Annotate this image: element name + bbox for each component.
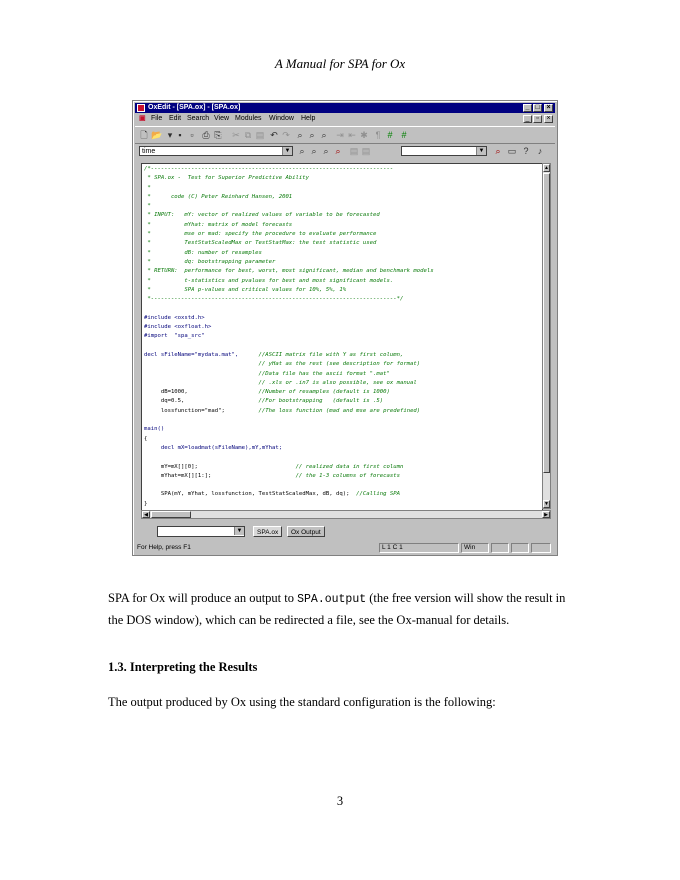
code-line[interactable]: * RETURN: performance for best, worst, most significant, median and benchmark models	[144, 268, 434, 275]
code-line[interactable]: * dq: bootstrapping parameter	[144, 258, 276, 265]
code-line[interactable]: dB=1000, //Number of resamples (default is 1000)	[144, 389, 390, 396]
code-line[interactable]: #include <oxfloat.h>	[144, 324, 212, 331]
code-line[interactable]: decl sFileName="mydata.mat", //ASCII matrix file with Y as first column,	[144, 351, 404, 358]
paste-icon[interactable]: ▤	[255, 130, 265, 140]
status-cell-1	[491, 543, 509, 553]
search-toolbar	[135, 144, 555, 158]
menu-modules[interactable]: Modules	[235, 115, 262, 122]
code-line[interactable]: #import "spa_src"	[144, 333, 205, 340]
code-line[interactable]: decl mX=loadmat(sFileName),mY,mYhat;	[144, 444, 283, 451]
code-line[interactable]: mYhat=mX[][1:]; // the 1-3 columns of forecasts	[144, 472, 400, 479]
scroll-left-icon[interactable]: ◀	[142, 511, 150, 518]
mdi-minimize-button[interactable]: _	[523, 115, 532, 123]
code-line[interactable]: mY=mX[][0]; // realized data in first column	[144, 463, 404, 470]
vertical-scrollbar[interactable]	[542, 163, 551, 509]
code-line[interactable]	[144, 453, 434, 462]
function-combo[interactable]	[401, 146, 487, 156]
cut-icon[interactable]: ✂	[232, 130, 240, 140]
menu-search[interactable]: Search	[187, 115, 210, 122]
section-heading: 1.3. Interpreting the Results	[108, 660, 258, 674]
search-combo-dropdown-icon[interactable]: ▼	[282, 147, 292, 155]
print-icon[interactable]: ⎙	[202, 130, 210, 140]
output-filename: SPA.output	[297, 593, 367, 606]
code-line[interactable]: lossfunction="mad"; //The loss function (mad and mse are predefined)	[144, 407, 421, 414]
horizontal-scroll-thumb[interactable]	[151, 511, 191, 518]
code-line[interactable]: * code (C) Peter Reinhard Hansen, 2001	[144, 193, 293, 200]
code-line[interactable]: *	[144, 203, 151, 210]
redo-icon[interactable]: ↷	[282, 130, 290, 140]
find-next-icon[interactable]: ⌕	[309, 130, 315, 140]
status-cell-2	[511, 543, 529, 553]
menu-bar	[135, 114, 555, 124]
code-line[interactable]: {	[144, 435, 148, 442]
code-line[interactable]: }	[144, 500, 148, 507]
comment-icon[interactable]: ¶	[375, 130, 381, 140]
minimize-button[interactable]: _	[523, 104, 532, 112]
search-combo[interactable]	[139, 146, 293, 156]
paragraph-output	[108, 588, 582, 630]
code-line[interactable]: * TestStatScaledMax or TestStatMax: the test statistic used	[144, 240, 377, 247]
status-cell-3	[531, 543, 551, 553]
maximize-button[interactable]: □	[533, 104, 542, 112]
new-file-icon[interactable]: 🗋	[140, 130, 148, 140]
replace-icon[interactable]: ⌕	[321, 130, 327, 140]
status-mode: Win	[461, 543, 489, 553]
document-icon[interactable]: ▣	[139, 115, 146, 122]
code-editor[interactable]	[141, 163, 543, 511]
clipboard-icon[interactable]: ▤	[349, 146, 359, 156]
app-icon	[137, 104, 145, 112]
paragraph-output-post: (the free version will show the result in the DOS window), which can be redirected a file, see the Ox-manual for details.	[108, 591, 566, 627]
window-title: OxEdit - [SPA.ox] - [SPA.ox]	[148, 104, 241, 111]
tab-row	[135, 523, 555, 539]
window-icon[interactable]: ▭	[507, 146, 517, 156]
goto-icon[interactable]: ⌕	[495, 146, 501, 156]
find-word-icon[interactable]: ⌕	[323, 146, 329, 156]
code-line[interactable]: #include <oxstd.h>	[144, 314, 205, 321]
code-line[interactable]	[144, 304, 434, 313]
menu-edit[interactable]: Edit	[169, 115, 182, 122]
paragraph-output-pre: SPA for Ox will produce an output to	[108, 591, 298, 605]
indent-icon[interactable]: ⇥	[336, 130, 344, 140]
close-file-icon[interactable]: ▫	[190, 130, 194, 140]
code-line[interactable]: * dB: number of resamples	[144, 249, 262, 256]
menu-file[interactable]: File	[151, 115, 163, 122]
outdent-icon[interactable]: ⇤	[348, 130, 356, 140]
save-all-icon[interactable]: ▪	[178, 130, 182, 140]
page-header: A Manual for SPA for Ox	[274, 56, 406, 71]
tab-dropdown-icon[interactable]: ▼	[234, 527, 244, 535]
tab-ox-output[interactable]: Ox Output	[287, 526, 325, 537]
menu-view[interactable]: View	[214, 115, 230, 122]
horizontal-scrollbar[interactable]	[141, 510, 551, 519]
code-line[interactable]: // .xls or .in7 is also possible, see ox manual	[144, 379, 417, 386]
code-line[interactable]: * INPUT: mY: vector of realized values of variable to be forecasted	[144, 212, 380, 219]
code-line[interactable]: *-------------------------------------------------------------------------*/	[144, 296, 404, 303]
highlight-icon[interactable]: ⌕	[335, 146, 341, 156]
code-line[interactable]: * mYhat: matrix of model forecasts	[144, 221, 293, 228]
bookmark-icon[interactable]: ✱	[360, 130, 368, 140]
code-line[interactable]: /*------------------------------------------------------------------------	[144, 166, 394, 172]
status-position: L 1 C 1	[379, 543, 459, 553]
page-number: 3	[336, 794, 344, 808]
code-line[interactable]: * SPA p-values and critical values for 10%, 5%, 1%	[144, 286, 347, 293]
whats-this-icon[interactable]: ♪	[537, 146, 543, 156]
oxedit-window	[132, 100, 558, 556]
code-line[interactable]	[144, 481, 434, 490]
find-icon[interactable]: ⌕	[297, 130, 303, 140]
code-line[interactable]: SPA(mY, mYhat, lossfunction, TestStatScaledMax, dB, dq); //Calling SPA	[144, 491, 400, 498]
code-line[interactable]: //Data file has the ascii format ".mat"	[144, 370, 390, 377]
debug-icon[interactable]: #	[401, 130, 407, 140]
tab-spa-ox[interactable]: SPA.ox	[253, 526, 282, 537]
menu-window[interactable]: Window	[269, 115, 294, 122]
scroll-down-icon[interactable]: ▼	[544, 501, 549, 507]
save-icon[interactable]: ▾	[167, 130, 173, 140]
mdi-close-button[interactable]: ×	[544, 115, 553, 123]
title-bar	[135, 103, 555, 113]
paragraph-results: The output produced by Ox using the standard configuration is the following:	[108, 695, 496, 709]
scroll-right-icon[interactable]: ▶	[542, 511, 550, 518]
code-line[interactable]	[144, 416, 434, 425]
status-help-text: For Help, press F1	[137, 544, 191, 551]
code-line[interactable]: * mse or mad: specify the procedure to evaluate performance	[144, 231, 377, 238]
mdi-restore-button[interactable]: ▫	[533, 115, 542, 123]
main-toolbar	[135, 126, 555, 144]
code-line[interactable]: main()	[144, 426, 165, 433]
find-in-files-icon[interactable]: ⌕	[299, 146, 305, 156]
code-line[interactable]: * SPA.ox - Test for Superior Predictive Ability	[144, 175, 310, 182]
close-button[interactable]: ×	[544, 104, 553, 112]
function-combo-dropdown-icon[interactable]: ▼	[476, 147, 486, 155]
vertical-scroll-thumb[interactable]	[543, 173, 550, 473]
copy-icon[interactable]: ⧉	[244, 130, 252, 140]
code-line[interactable]: dq=0.5, //For bootstrapping (default is .5)	[144, 398, 384, 405]
open-file-icon[interactable]: 📂	[151, 130, 163, 140]
code-content[interactable]	[144, 165, 434, 509]
code-line[interactable]: * t-statistics and pvalues for best and most significant models.	[144, 277, 394, 284]
tab-dropdown[interactable]	[157, 526, 245, 537]
code-line[interactable]: // yHat as the rest (see description for format)	[144, 361, 421, 368]
paste-special-icon[interactable]: ▤	[361, 146, 371, 156]
run-icon[interactable]: #	[387, 130, 393, 140]
context-help-icon[interactable]: ?	[523, 146, 529, 156]
menu-help[interactable]: Help	[301, 115, 316, 122]
undo-icon[interactable]: ↶	[270, 130, 278, 140]
scroll-up-icon[interactable]: ▲	[544, 165, 549, 171]
search-combo-value: time	[142, 148, 156, 155]
status-bar	[135, 543, 555, 553]
find-previous-icon[interactable]: ⌕	[311, 146, 317, 156]
code-line[interactable]: *	[144, 184, 151, 191]
code-line[interactable]	[144, 342, 434, 351]
print-preview-icon[interactable]: ⎘	[214, 130, 222, 140]
